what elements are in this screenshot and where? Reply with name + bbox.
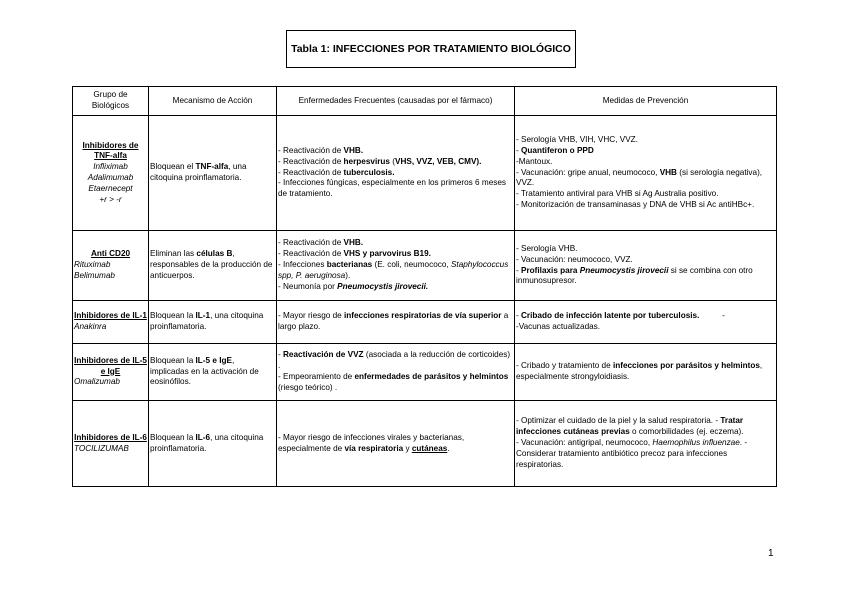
disease-item: - Mayor riesgo de infecciones virales y bacterianas, especialmente de vía respiratoria y cutáneas. bbox=[278, 432, 465, 453]
prevention-item: - Cribado de infección latente por tuberculosis. - bbox=[516, 311, 725, 321]
mechanism-cell: Bloquean el TNF-alfa, una citoquina proinflamatoria. bbox=[149, 116, 277, 231]
disease-item: - Reactivación de VHB. bbox=[278, 238, 364, 248]
group-name: Inhibidores de IL-1 bbox=[74, 311, 147, 321]
table-header-row bbox=[73, 87, 777, 116]
disease-item: - Mayor riesgo de infecciones respiratorias de vía superior a largo plazo. bbox=[278, 311, 509, 331]
drug-name: Omalizumab bbox=[74, 377, 120, 387]
prevention-item: - Vacunación: neumococo, VVZ. bbox=[516, 254, 633, 264]
drug-name: Rituximab bbox=[74, 260, 111, 270]
diseases-cell bbox=[277, 344, 515, 401]
prevention-cell bbox=[515, 301, 777, 344]
disease-item: - Empeoramiento de enfermedades de parásitos y helmintos (riesgo teórico) . bbox=[278, 372, 509, 392]
header-group: Grupo de Biológicos bbox=[73, 87, 149, 116]
group-name: Inhibidores de IL-6 bbox=[74, 432, 147, 442]
diseases-cell bbox=[277, 116, 515, 231]
group-name: Anti CD20 bbox=[90, 249, 131, 259]
prevention-item: - Cribado y tratamiento de infecciones por parásitos y helmintos, especialmente strongyloidiasis. bbox=[516, 361, 763, 381]
infections-table bbox=[72, 86, 777, 487]
disease-item: - Reactivación de VVZ (asociada a la reducción de corticoides) . bbox=[278, 350, 511, 371]
group-cell bbox=[73, 116, 149, 231]
table-row bbox=[73, 401, 777, 487]
drug-name: Etaernecept bbox=[88, 183, 133, 193]
group-cell bbox=[73, 231, 149, 301]
drug-name: Belimumab bbox=[74, 270, 115, 280]
disease-item: - Infecciones bacterianas (E. coli, neumococo, Staphylococcus spp, P. aeruginosa). bbox=[278, 260, 509, 280]
disease-item: - Reactivación de VHB. bbox=[278, 145, 364, 155]
disease-item: - Infecciones fúngicas, especialmente en los primeros 6 meses de tratamiento. bbox=[278, 178, 506, 199]
prevention-item: -Mantoux. bbox=[516, 156, 553, 166]
disease-item: - Reactivación de VHS y parvovirus B19. bbox=[278, 249, 431, 259]
prevention-item: - Tratamiento antiviral para VHB si Ag Australia positivo. bbox=[516, 189, 719, 199]
group-cell bbox=[73, 401, 149, 487]
prevention-item: - Serología VHB. bbox=[516, 243, 578, 253]
drug-name: TOCILIZUMAB bbox=[74, 443, 129, 453]
prevention-item: -Vacunas actualizadas. bbox=[516, 322, 601, 331]
disease-item: - Reactivación de tuberculosis. bbox=[278, 167, 395, 177]
disease-item: - Reactivación de herpesvirus (VHS, VVZ, VEB, CMV). bbox=[278, 156, 482, 166]
group-name: Inhibidores de TNF-alfa bbox=[82, 140, 139, 161]
table-row bbox=[73, 344, 777, 401]
mechanism-cell: Bloquean la IL-1, una citoquina proinflamatoria. bbox=[149, 301, 277, 344]
table-row bbox=[73, 116, 777, 231]
drug-name: +r > -r bbox=[99, 194, 122, 204]
prevention-item: - Vacunación: antigripal, neumococo, Haemophilus influenzae. - Considerar tratamiento antibiótico precoz para infecciones respiratorias. bbox=[516, 438, 748, 469]
page-number: 1 bbox=[768, 548, 774, 559]
diseases-cell bbox=[277, 401, 515, 487]
prevention-cell bbox=[515, 116, 777, 231]
prevention-item: - Quantiferon o PPD bbox=[516, 145, 594, 155]
prevention-cell bbox=[515, 344, 777, 401]
diseases-cell bbox=[277, 231, 515, 301]
mechanism-cell: Bloquean la IL-5 e IgE, implicadas en la activación de eosinófilos. bbox=[149, 344, 277, 401]
disease-item: - Neumonía por Pneumocystis jirovecii. bbox=[278, 281, 429, 291]
table-row bbox=[73, 231, 777, 301]
prevention-item: - Optimizar el cuidado de la piel y la salud respiratoria. - Tratar infecciones cutáneas previas o comorbilidades (ej. eczema). bbox=[516, 416, 744, 437]
drug-name: Infliximab bbox=[93, 162, 128, 172]
prevention-cell bbox=[515, 231, 777, 301]
table-row bbox=[73, 301, 777, 344]
prevention-item: - Monitorización de transaminasas y DNA de VHB si Ac antiHBc+. bbox=[516, 200, 755, 210]
prevention-cell bbox=[515, 401, 777, 487]
header-prevention: Medidas de Prevención bbox=[515, 87, 777, 116]
group-name: Inhibidores de IL-5 e IgE bbox=[74, 355, 147, 376]
drug-name: Adalimumab bbox=[87, 173, 134, 182]
drug-name: Anakinra bbox=[74, 322, 107, 331]
prevention-item: - Profilaxis para Pneumocystis jirovecii si se combina con otro inmunosupresor. bbox=[516, 265, 753, 286]
header-diseases: Enfermedades Frecuentes (causadas por el fármaco) bbox=[277, 87, 515, 116]
group-cell bbox=[73, 301, 149, 344]
prevention-item: - Vacunación: gripe anual, neumococo, VHB (si serología negativa), VVZ. bbox=[516, 167, 763, 188]
mechanism-cell: Bloquean la IL-6, una citoquina proinflamatoria. bbox=[149, 401, 277, 487]
group-cell bbox=[73, 344, 149, 401]
mechanism-cell: Eliminan las células B, responsables de la producción de anticuerpos. bbox=[149, 231, 277, 301]
header-mechanism: Mecanismo de Acción bbox=[149, 87, 277, 116]
table-title: Tabla 1: INFECCIONES POR TRATAMIENTO BIOLÓGICO bbox=[286, 30, 576, 68]
diseases-cell bbox=[277, 301, 515, 344]
prevention-item: - Serología VHB, VIH, VHC, VVZ. bbox=[516, 135, 638, 145]
